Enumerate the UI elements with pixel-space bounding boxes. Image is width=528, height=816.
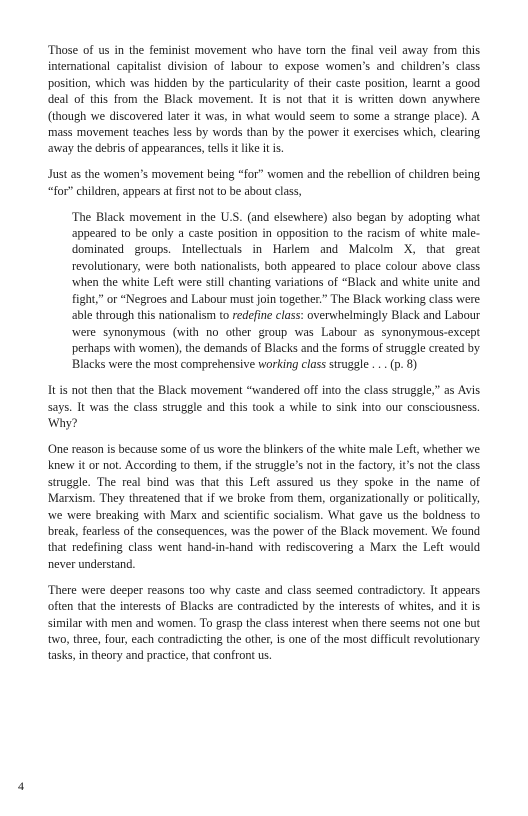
quote-emphasis-2: working class bbox=[258, 357, 327, 372]
paragraph-5: There were deeper reasons too why caste and class seemed contradictory. It appears often that the interests of Blacks are contradicted by the interests of whites, and it is similar with men and women. To grasp the class interest when there seems not one but two, three, four, each contradicting the other, is one of the most difficult revolutionary tasks, in theory and practice, that confront us. bbox=[48, 582, 480, 663]
quote-text-3: struggle . . . (p. 8) bbox=[326, 357, 417, 372]
paragraph-2: Just as the women’s movement being “for” women and the rebellion of children being “for” children, appears at first not to be about class, bbox=[48, 167, 480, 198]
block-quote bbox=[48, 209, 480, 373]
page-number: 4 bbox=[18, 779, 24, 793]
quote-text-1: The Black movement in the U.S. (and elsewhere) also began by adopting what appeared to be only a caste position in opposition to the racism of white male-dominated groups. Intellectuals in Harlem and Malcolm X, that great revolutionary, were both nationalists, both appeared to place colour above class when the white Left were still chanting variations of “Black and white unite and fight,” or “Negroes and Labour must join together.” The Black working class were able through this nationalism to bbox=[72, 209, 480, 323]
quote-text-2: : overwhelmingly Black and Labour were synonymous (with no other group was Labour as synonymous-except perhaps with women), the demands of Blacks and the forms of struggle created by Blacks were the most comprehensive bbox=[72, 308, 480, 372]
paragraph-4: One reason is because some of us wore the blinkers of the white male Left, whether we knew it or not. According to them, if the struggle’s not in the factory, it’s not the class struggle. The real bind was that this Left assured us they spoke in the name of Marxism. They threatened that if we broke from them, organizationally or politically, we were breaking with Marx and scientific socialism. What gave us the boldness to break, fearless of the consequences, was the power of the Black movement. We found that redefining class went hand-in-hand with rediscovering a Marx the Left would never understand. bbox=[48, 441, 480, 571]
quote-emphasis-1: redefine class bbox=[232, 308, 301, 323]
paragraph-1: Those of us in the feminist movement who have torn the final veil away from this international capitalist division of labour to expose women’s and children’s class position, which was hidden by the particularity of their caste position, learnt a good deal of this from the Black movement. It is not that it is written down anywhere (though we discovered later it was, in what would seem to some a strange place). A mass movement teaches less by words than by the power it exercises which, clearing away the debris of appearances, tells it like it is. bbox=[48, 43, 480, 156]
page-body bbox=[48, 42, 480, 673]
paragraph-3: It is not then that the Black movement “wandered off into the class struggle,” as Avis says. It was the class struggle and this took a while to sink into our consciousness. Why? bbox=[48, 383, 480, 431]
